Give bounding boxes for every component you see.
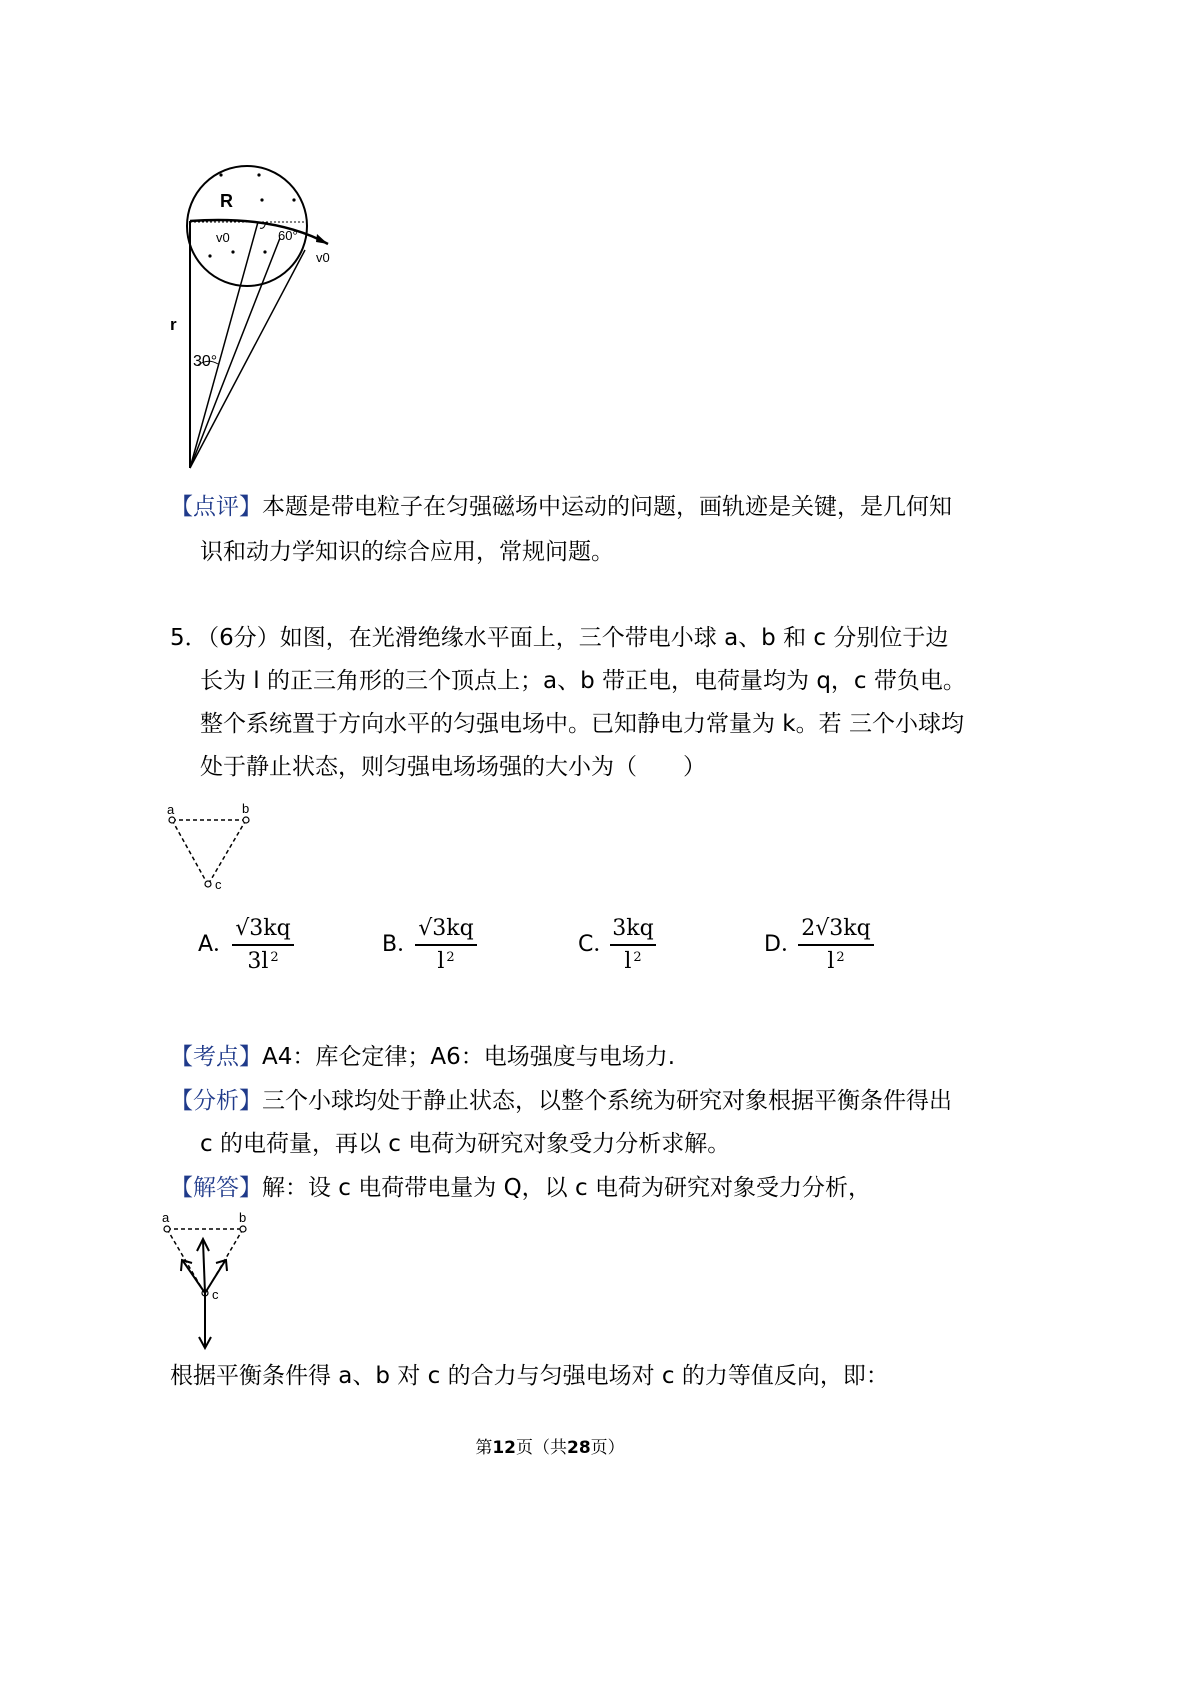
fenxi-tag: 【分析】 xyxy=(170,1088,262,1114)
option-d-label: D． xyxy=(764,932,803,957)
question-5-line-2: 长为 l 的正三角形的三个顶点上；a、b 带正电，电荷量均为 q，c 带负电。 xyxy=(200,668,966,694)
option-a-fraction: √3kq 3l $^2$ xyxy=(232,915,294,976)
jieda-tag: 【解答】 xyxy=(170,1175,262,1201)
label-60: 60° xyxy=(278,228,298,243)
vertex-c: c xyxy=(215,877,222,892)
question-5-line-4: 处于静止状态，则匀强电场场强的大小为（ ） xyxy=(200,754,706,780)
kaodian-tag: 【考点】 xyxy=(170,1044,262,1070)
question-number: 5． xyxy=(170,625,208,651)
fenxi-line-1: 【分析】三个小球均处于静止状态，以整个系统为研究对象根据平衡条件得出 xyxy=(170,1088,952,1114)
option-a-label: A． xyxy=(198,932,236,957)
label-v0-right: v0 xyxy=(316,250,330,265)
page-number: 12 xyxy=(492,1438,516,1458)
question-5-line-3: 整个系统置于方向水平的匀强电场中。已知静电力常量为 k。若 三个小球均 xyxy=(200,711,964,737)
force-vertex-a: a xyxy=(162,1210,170,1225)
option-d-fraction: 2√3kq l $^2$ xyxy=(798,915,874,976)
option-b-fraction: √3kq l $^2$ xyxy=(415,915,477,976)
kaodian-line: 【考点】A4：库仑定律；A6：电场强度与电场力. xyxy=(170,1044,676,1070)
triangle-figure xyxy=(160,800,260,895)
label-v0-left: v0 xyxy=(216,230,230,245)
option-c-label: C． xyxy=(578,932,616,957)
force-diagram-figure xyxy=(155,1205,265,1355)
magnetic-field-figure xyxy=(170,160,360,480)
label-r: r xyxy=(170,315,177,334)
comment-line-1: 【点评】本题是带电粒子在匀强磁场中运动的问题，画轨迹是关键，是几何知 xyxy=(170,494,952,520)
fenxi-line-2: c 的电荷量，再以 c 电荷为研究对象受力分析求解。 xyxy=(200,1131,731,1157)
force-vertex-c: c xyxy=(212,1287,219,1302)
question-score: （6分） xyxy=(207,625,280,651)
jieda-line: 【解答】解：设 c 电荷带电量为 Q，以 c 电荷为研究对象受力分析， xyxy=(170,1175,871,1201)
page-footer: 第12页（共28页） xyxy=(475,1438,625,1458)
option-c-fraction: 3kq l $^2$ xyxy=(610,915,656,976)
question-5-line-1: 5．（6分）如图，在光滑绝缘水平面上，三个带电小球 a、b 和 c 分别位于边 xyxy=(170,625,949,651)
vertex-b: b xyxy=(242,801,250,816)
label-30: 30° xyxy=(193,353,218,370)
label-R: R xyxy=(220,191,233,211)
vertex-a: a xyxy=(167,802,175,817)
page-total: 28 xyxy=(567,1438,591,1458)
comment-tag: 【点评】 xyxy=(170,494,262,520)
option-b-label: B． xyxy=(382,932,420,957)
force-vertex-b: b xyxy=(239,1210,247,1225)
conclusion-line: 根据平衡条件得 a、b 对 c 的合力与匀强电场对 c 的力等值反向，即： xyxy=(170,1363,889,1389)
comment-line-2: 识和动力学知识的综合应用，常规问题。 xyxy=(200,539,614,565)
